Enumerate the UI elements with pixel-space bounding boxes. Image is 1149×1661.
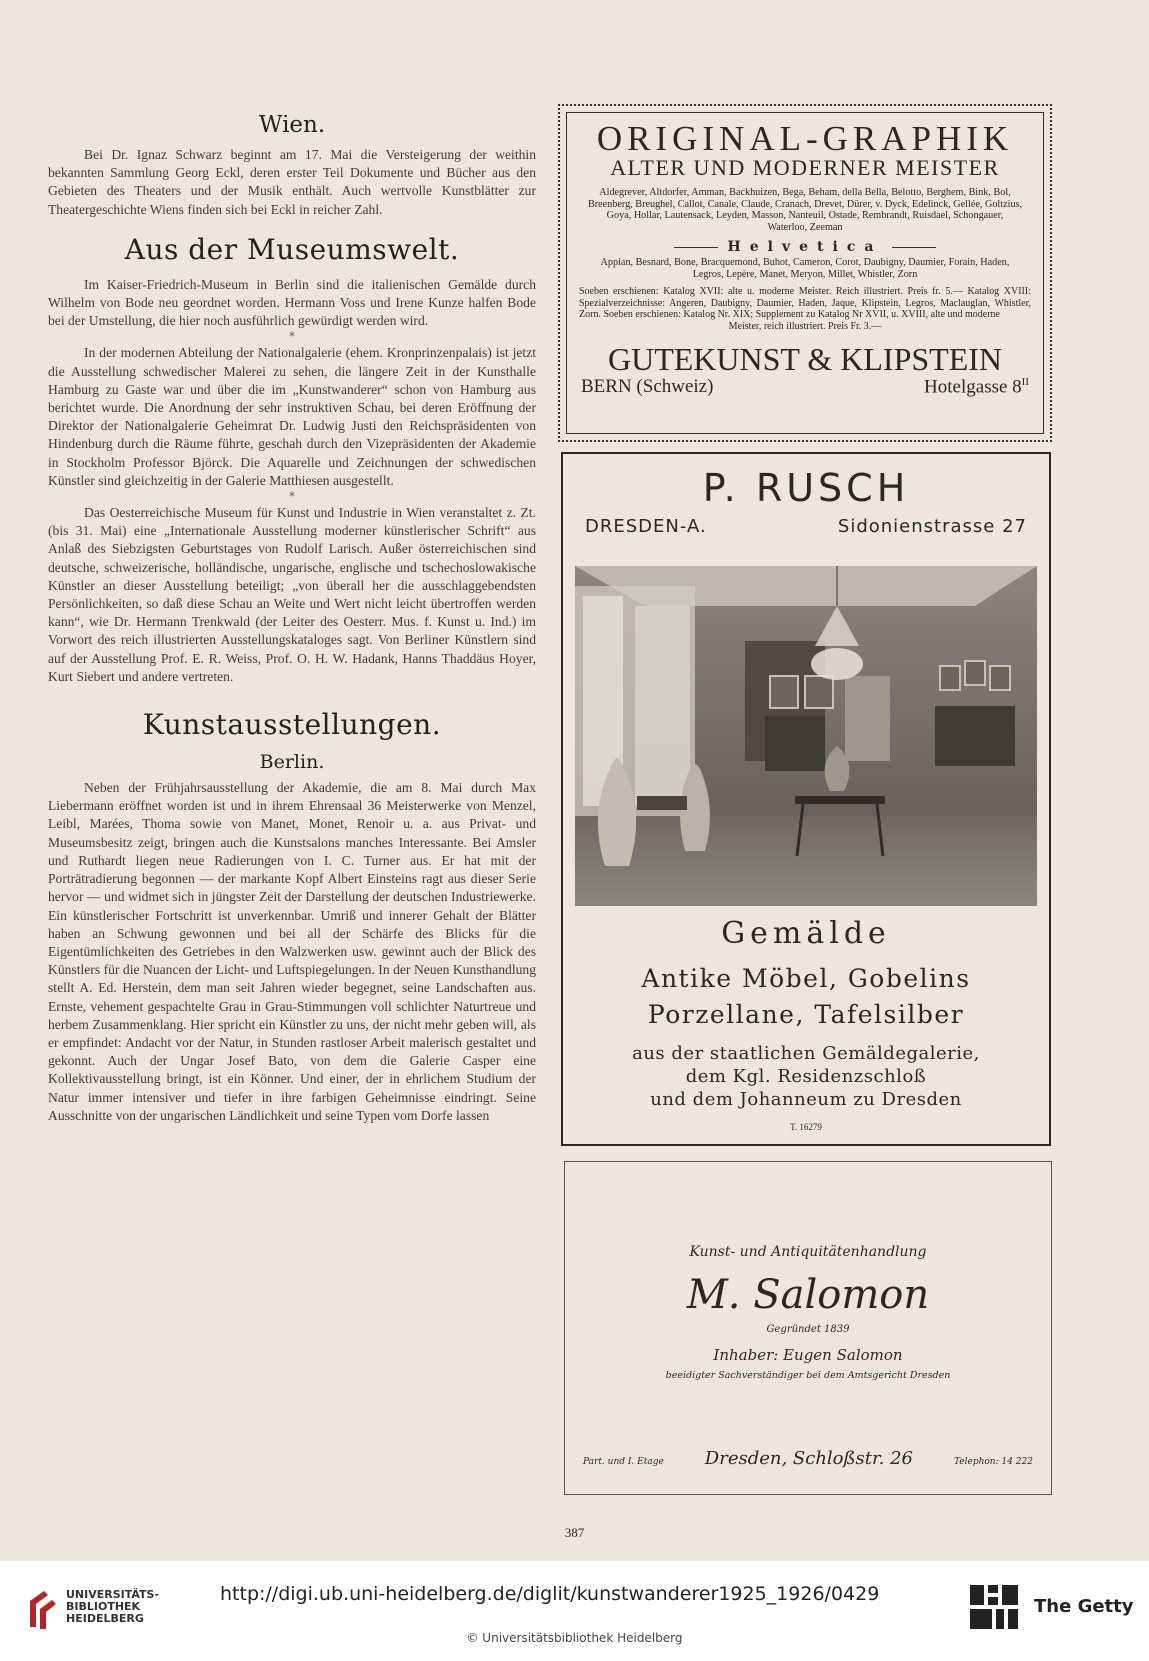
page-number: 387 <box>564 1525 585 1540</box>
wien-heading: Wien. <box>258 112 326 138</box>
berlin-heading: Berlin. <box>259 751 325 774</box>
copyright-text: © Universitätsbibliothek Heidelberg <box>466 1631 683 1645</box>
ad1-artist-list: Aldegrever, Altdorfer, Amman, Backhuizen, Bega, Beham, della Bella, Belotto, Berghem, Bink, Bol, Breenberg, Breughel, Callot, Canale, Claude, Cranach, Drevet, Dürer, v. Dyck, Edelinck, Gellée, Goltzius, Goya, Hollar, Lautensack, Leyden, Masson, Nanteuil, Ostade, Rembrandt, Ruisdael, Schongauer, Waterloo, Zeeman <box>587 187 1023 233</box>
wien-paragraph: Bei Dr. Ignaz Schwarz beginnt am 17. Mai die Versteigerung der weithin bekannten Sammlung Georg Eckl, deren erster Teil Dokumente und Bücher aus den Gebieten des Theaters und der Musik enthält. Auch wertvolle Kunstblätter zur Theatergeschichte Wiens finden sich bei Eckl in reicher Zahl. <box>48 147 536 217</box>
ad1-artist-list-2: Appian, Besnard, Bone, Bracquemond, Buhot, Cameron, Corot, Daubigny, Daumier, Forain, Haden, Legros, Lepère, Manet, Meryon, Millet, Whistler, Zorn <box>600 257 1010 280</box>
ad3-owner: Inhaber: Eugen Salomon <box>713 1346 903 1364</box>
interior-photo <box>575 566 1037 906</box>
getty-logo-icon <box>968 1583 1020 1631</box>
library-name: UNIVERSITÄTS- BIBLIOTHEK HEIDELBERG <box>66 1588 160 1625</box>
university-library-logo-icon <box>26 1587 60 1633</box>
ad-p-rusch <box>561 452 1051 1146</box>
ad2-provenance: aus der staatlichen Gemäldegalerie, dem Kgl. Residenzschloß und dem Johanneum zu Dresden <box>632 1043 980 1110</box>
ad1-firm-name: GUTEKUNST & KLIPSTEIN <box>607 341 1003 377</box>
footer-bar <box>0 1561 1149 1661</box>
ad3-expert: beeidigter Sachverständiger bei dem Amtsgericht Dresden <box>665 1370 951 1381</box>
ad3-kind: Kunst- und Antiquitätenhandlung <box>689 1244 927 1260</box>
museum-paragraph-3: Das Oesterreichische Museum für Kunst und Industrie in Wien veranstaltet z. Zt. (bis 31. Mai) eine „Internationale Ausstellung moderner künstlerischer Schrift“ aus Anlaß des Siebzigsten Geburtstages von Rudolf Larisch. Außer österreichischen sind deutsche, schweizerische, holländische, ungarische, englische und tschechoslowakische Künstler an dieser Ausstellung beteiligt; „von überall her die ausschlaggebendsten Persönlichkeiten, so daß diese Schau an Weite und Wert nicht leicht übertroffen werden kann“, wie Dr. Hermann Trenkwald (der Leiter des Oesterr. Mus. f. Kunst u. Ind.) im Vorwort des reich illustrierten Ausstellungskataloges sagt. Von Berliner Künstlern sind auf der Ausstellung Prof. E. R. Weiss, Prof. O. H. W. Hadank, Hanns Thaddäus Hoyer, Kurt Siebert und andere vertreten. <box>48 505 536 684</box>
ad1-title: ORIGINAL-GRAPHIK <box>596 119 1014 158</box>
left-column <box>48 110 536 1125</box>
source-url-link[interactable]: http://digi.ub.uni-heidelberg.de/diglit/kunstwanderer1925_1926/0429 <box>220 1583 880 1605</box>
ad-original-graphik <box>558 104 1052 442</box>
ad1-address: BERN (Schweiz) Hotelgasse $8^{II}$ <box>581 376 1029 398</box>
ad2-address: DRESDEN-A. Sidonienstrasse 27 <box>585 516 1027 537</box>
ad2-gemaelde: Gemälde <box>721 916 891 951</box>
getty-name: The Getty <box>1034 1596 1134 1617</box>
museum-paragraph-2: In der modernen Abteilung der Nationalgalerie (ehem. Kronprinzenpalais) ist jetzt die Ausstellung schwedischer Malerei zu sehen, die längere Zeit in der Kunsthalle Hamburg zu Gaste war und über die im „Kunstwanderer“ schon von Hamburg aus berichtet wurde. Die Anordnung der sehr instruktiven Schau, bei deren Eröffnung der Direktor der Nationalgalerie Geheimrat Dr. Ludwig Justi den Reichspräsidenten von Hindenburg durch die Räume führte, geschah durch den Vizepräsidenten der Akademie in Stockholm Professor Björck. Die Aquarelle und Zeichnungen der schwedischen Künstler sind gleichzeitig in der Galerie Matthiesen ausgestellt. <box>48 345 536 488</box>
ad1-catalog-note: Soeben erschienen: Katalog XVII: alte u. moderne Meister. Reich illustriert. Preis fr. 5.— Katalog XVIII: Spezialverzeichnisse: Angeren, Daubigny, Daumier, Haden, Jaque, Klipstein, Legros, Maclauglan, Whistler, Zorn. Soeben erschienen: Katalog Nr. XIX; Supplement zu Katalog Nr XVII, u. XVIII, alte und moderne Meister, reich illustriert. Preis Fr. 3.— <box>579 286 1031 332</box>
separator-star: * <box>289 490 295 504</box>
ad1-subtitle: ALTER UND MODERNER MEISTER <box>610 155 1000 180</box>
museum-heading: Aus der Museumswelt. <box>124 232 460 266</box>
berlin-paragraph: Neben der Frühjahrsausstellung der Akademie, die am 8. Mai durch Max Liebermann eröffnet worden ist und in ihrem Ehrensaal 36 Meisterwerke von Menzel, Leibl, Marées, Thoma sowie von Manet, Monet, Renoir u. a. aus Privat- und Museumsbesitz zeigt, bringen auch die Kunstsalons manches Interessante. Bei Amsler und Ruthardt liegen neue Radierungen von I. C. Turner aus. Er hat mit der Porträtradierung begonnen — der markante Kopf Albert Einsteins ragt aus dieser Serie hervor — und widmet sich in jüngster Zeit der Darstellung der deutschen Industriewerke. Ein künstlerischer Fortschritt ist unverkennbar. Umriß und innerer Gehalt der Blätter haben an Schwung gewonnen und bei all der Schärfe des Blicks für die Eigentümlichkeiten des Getriebes in den Walzwerken usw. gewinnt auch der Blick des Künstlers für die Nuancen der Licht- und Luftspiegelungen. In der Neuen Kunsthandlung stellt A. Ed. Herstein, dem man seit Jahren wieder begegnet, seine Landschaften aus. Ernste, vehement gespachtelte Grau in Grau-Stimmungen voll schlichter Naturtreue und herbem Zusammenklang. Hier spricht ein Künstler zu uns, der nicht mehr geben will, als er empfindet: Andacht vor der Natur, in Stunden rastloser Arbeit malerisch gestaltet und gekonnt. Auch der Ungar Josef Bato, von dem die Galerie Casper eine Kollektivausstellung bringt, ist ein Könner. Und einer, der in ehrlichem Studium der Natur immer intensiver und tiefer in ihre farbigen Geheimnisse eindringt. Seine Ausschnitte von der ungarischen Ländlichkeit und seine Typen vom Dorfe lassen <box>48 780 536 1123</box>
kunstausstellungen-heading: Kunstausstellungen. <box>142 708 442 742</box>
ad3-address-line: Part. und I. Etage Dresden, Schloßstr. 26 Telephon: 14 222 <box>583 1448 1033 1469</box>
ad2-line-moebel: Antike Möbel, Gobelins <box>641 964 971 993</box>
separator-star: * <box>289 330 295 344</box>
ad1-helvetica: Helvetica <box>567 239 1043 255</box>
ad3-founded: Gegründet 1839 <box>766 1324 850 1335</box>
ad3-name: M. Salomon <box>686 1272 930 1318</box>
museum-paragraph-1: Im Kaiser-Friedrich-Museum in Berlin sind die italienischen Gemälde durch Wilhelm von Bode neu geordnet worden. Hermann Voss und Irene Kunze halfen Bode bei der Umstellung, die hier noch ausführlich gewürdigt werden wird. <box>48 276 536 329</box>
ad2-name: P. RUSCH <box>702 466 910 510</box>
ad-m-salomon <box>564 1161 1052 1495</box>
ad2-code: T. 16279 <box>790 1122 822 1132</box>
ad2-line-porzellane: Porzellane, Tafelsilber <box>647 1000 965 1029</box>
